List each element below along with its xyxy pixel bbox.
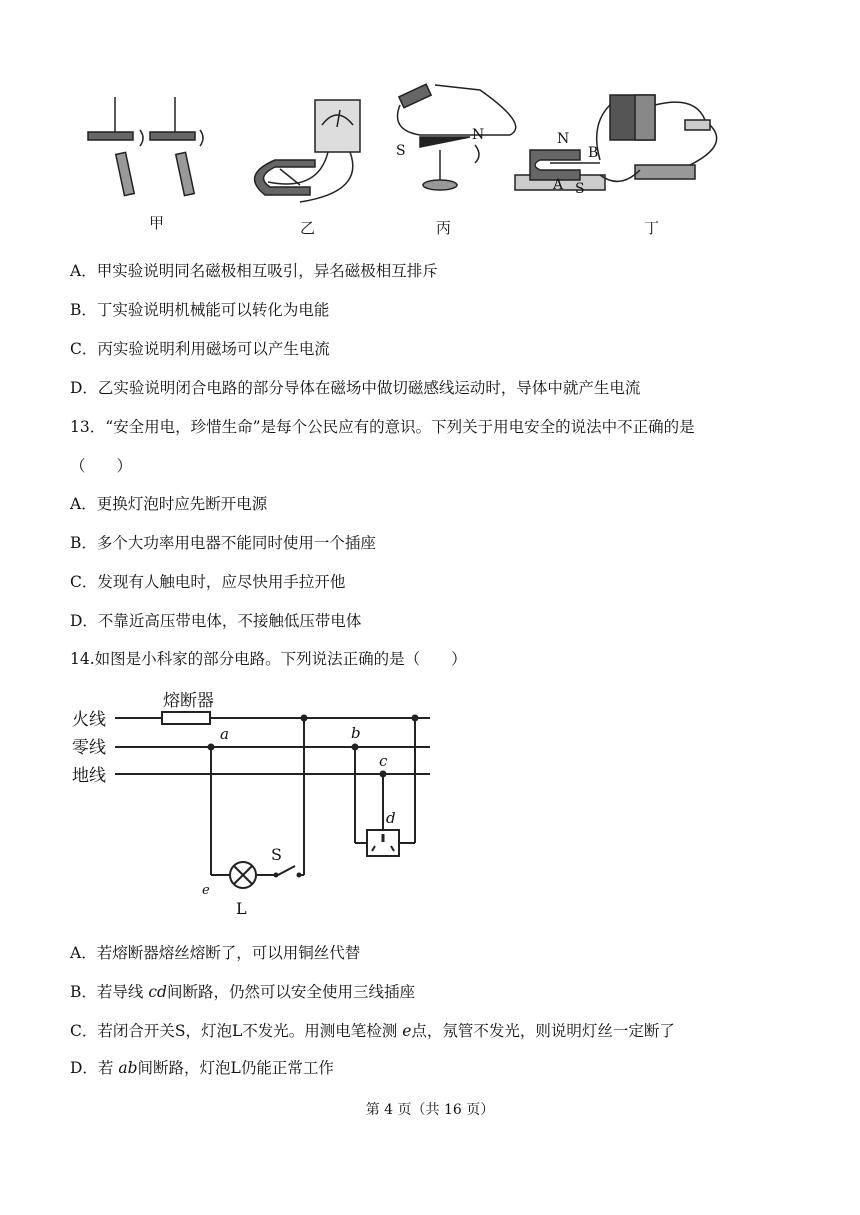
bing-s-label: S xyxy=(396,143,406,159)
q14-option-b-var: cd xyxy=(148,983,167,1001)
q13-stem-line1: 13．“安全用电，珍惜生命”是每个公民应有的意识。下列关于用电安全的说法中不正确的是 xyxy=(70,418,695,436)
q14-option-d-pre: D．若 xyxy=(70,1059,119,1077)
figure-label-ding: 丁 xyxy=(644,219,660,237)
switch-label: S xyxy=(271,845,282,864)
ding-s-label: S xyxy=(575,181,585,197)
point-c-label: c xyxy=(379,752,388,770)
q14-option-c-post: 点，氖管不发光，则说明灯丝一定断了 xyxy=(411,1022,675,1040)
q12-figure xyxy=(70,75,750,235)
q13-stem-line2: （ ） xyxy=(70,457,133,475)
q14-option-d-post: 间断路，灯泡L仍能正常工作 xyxy=(137,1059,334,1077)
figure-label-bing: 丙 xyxy=(436,219,452,237)
q12-option-b: B．丁实验说明机械能可以转化为电能 xyxy=(70,301,330,319)
figure-jia-magnets xyxy=(88,97,203,196)
q13-option-a: A．更换灯泡时应先断开电源 xyxy=(70,495,268,513)
q12-option-a: A．甲实验说明同名磁极相互吸引，异名磁极相互排斥 xyxy=(70,262,438,280)
q13-option-b: B．多个大功率用电器不能同时使用一个插座 xyxy=(70,534,376,552)
page-footer: 第 4 页（共 16 页） xyxy=(365,1102,495,1118)
q14-circuit-diagram xyxy=(70,680,450,925)
lamp-label: L xyxy=(236,899,247,918)
neutral-wire-label: 零线 xyxy=(72,738,106,758)
q12-option-d: D．乙实验说明闭合电路的部分导体在磁场中做切磁感线运动时，导体中就产生电流 xyxy=(70,379,641,397)
fuse-label: 熔断器 xyxy=(163,691,214,711)
q14-option-c-pre: C．若闭合开关S，灯泡L不发光。用测电笔检测 xyxy=(70,1022,403,1040)
ground-wire-label: 地线 xyxy=(72,766,106,786)
q14-option-d-var: ab xyxy=(118,1059,138,1077)
q14-option-c xyxy=(70,1019,675,1041)
q14-option-b-post: 间断路，仍然可以安全使用三线插座 xyxy=(166,983,415,1001)
q12-option-c: C．丙实验说明利用磁场可以产生电流 xyxy=(70,340,330,358)
live-wire-label: 火线 xyxy=(72,710,106,730)
figure-yi-galvanometer xyxy=(255,100,360,202)
q13-option-d: D．不靠近高压带电体，不接触低压带电体 xyxy=(70,612,362,630)
figure-label-jia: 甲 xyxy=(149,214,165,232)
q14-option-b-pre: B．若导线 xyxy=(70,983,149,1001)
q13-option-c: C．发现有人触电时，应尽快用手拉开他 xyxy=(70,573,346,591)
q14-option-c-var: e xyxy=(402,1022,412,1040)
q14-option-d xyxy=(70,1056,334,1078)
ding-a-label: A xyxy=(553,177,564,193)
figure-ding-setup xyxy=(515,95,717,190)
figure-label-yi: 乙 xyxy=(300,219,316,237)
ding-n-label: N xyxy=(557,131,570,147)
point-d-label: d xyxy=(386,809,396,827)
ding-b-label: B xyxy=(588,145,599,161)
q14-option-a: A．若熔断器熔丝熔断了，可以用铜丝代替 xyxy=(70,944,361,962)
bing-n-label: N xyxy=(472,127,485,143)
point-b-label: b xyxy=(351,724,361,742)
q14-stem: 14.如图是小科家的部分电路。下列说法正确的是（ ） xyxy=(70,650,467,668)
point-e-label: e xyxy=(202,883,210,898)
q14-option-b xyxy=(70,980,415,1002)
figure-bing-compass xyxy=(398,84,516,190)
point-a-label: a xyxy=(220,725,229,743)
